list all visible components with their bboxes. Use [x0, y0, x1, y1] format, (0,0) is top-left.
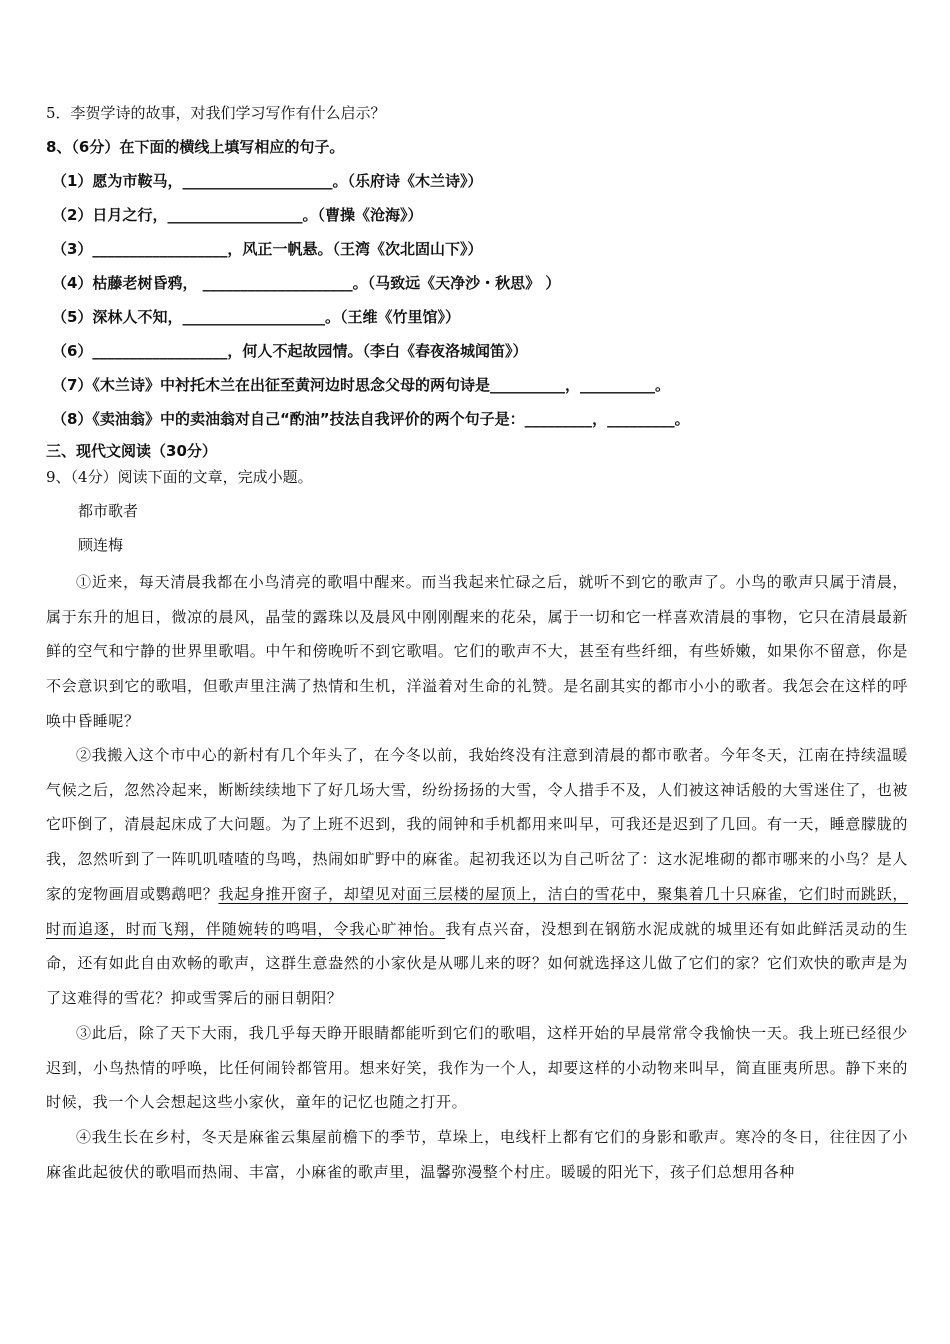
article-title: 都市歌者: [78, 502, 139, 520]
article-paragraph-3: ③此后，除了天下大雨，我几乎每天睁开眼睛都能听到它们的歌唱，这样开始的早晨常常令我愉快一天。我上班已经很少迟到，小鸟热情的呼唤，比任何闹铃都管用。想来好笑，我作为一个人，却要这样的小动物来叫早，简直匪夷所思。静下来的时候，我一个人会想起这些小家伙，童年的记忆也随之打开。: [46, 1024, 908, 1112]
question-8-item-1: （1）愿为市鞍马，____________________。（乐府诗《木兰诗》）: [52, 172, 483, 190]
question-8-item-8: （8）《卖油翁》中的卖油翁对自己“酌油”技法自我评价的两个句子是：_________，_________。: [52, 410, 690, 428]
article-paragraph-2: [46, 738, 908, 1016]
section-3-title: 三、现代文阅读（30分）: [46, 442, 217, 460]
question-8-item-3: （3）__________________，风正一帆悬。（王湾《次北固山下》）: [52, 240, 483, 258]
question-5: 5．李贺学诗的故事，对我们学习写作有什么启示？: [46, 104, 386, 122]
article-paragraph-4: ④我生长在乡村，冬天是麻雀云集屋前檐下的季节，草垛上，电线杆上都有它们的身影和歌声。寒冷的冬日，往往因了小麻雀此起彼伏的歌唱而热闹、丰富，小麻雀的歌声里，温馨弥漫整个村庄。暖暖的阳光下，孩子们总想用各种: [46, 1128, 908, 1181]
question-8-item-2: （2）日月之行，__________________。（曹操《沧海》）: [52, 206, 423, 224]
paragraph-2-underlined-sentence: 我起身推开窗子，却望见对面三层楼的屋顶上，洁白的雪花中，聚集着几十只麻雀，它们时而跳跃，时而追逐，时而飞翔，伴随婉转的鸣唱，令我心旷神怡。: [46, 884, 908, 938]
question-9-header: 9、（4分）阅读下面的文章，完成小题。: [46, 468, 313, 486]
question-8-item-7: （7）《木兰诗》中衬托木兰在出征至黄河边时思念父母的两句诗是__________，__________。: [52, 376, 670, 394]
question-8-item-6: （6）__________________，何人不起故园情。（李白《春夜洛城闻笛》）: [52, 342, 528, 360]
paragraph-2-text-before: ②我搬入这个市中心的新村有几个年头了，在今冬以前，我始终没有注意到清晨的都市歌者。今年冬天，江南在持续温暖气候之后，忽然冷起来，断断续续地下了好几场大雪，纷纷扬扬的大雪，令人措手不及，人们被这神话般的大雪迷住了，也被它吓倒了，清晨起床成了大问题。为了上班不迟到，我的闹钟和手机都用来叫早，可我还是迟到了几回。有一天，睡意朦胧的我，忽然听到了一阵叽叽喳喳的鸟鸣，热闹如旷野中的麻雀。起初我还以为自己听岔了：这水泥堆砌的都市哪来的小鸟？是人家的宠物画眉或鹦鹉吧？: [46, 746, 908, 903]
question-8-item-4: （4）枯藤老树昏鸦， ____________________。（马致远《天净沙・秋思》 ）: [52, 274, 561, 292]
article-paragraph-1: ①近来，每天清晨我都在小鸟清亮的歌唱中醒来。而当我起来忙碌之后，就听不到它的歌声了。小鸟的歌声只属于清晨，属于东升的旭日，微凉的晨风，晶莹的露珠以及晨风中刚刚醒来的花朵，属于一切和它一样喜欢清晨的事物，它只在清晨最新鲜的空气和宁静的世界里歌唱。中午和傍晚听不到它歌唱。它们的歌声不大，甚至有些纤细，有些娇嫩，如果你不留意，你是不会意识到它的歌唱，但歌声里注满了热情和生机，洋溢着对生命的礼赞。是名副其实的都市小小的歌者。我怎会在这样的呼唤中昏睡呢？: [46, 573, 908, 730]
article-author: 顾连梅: [78, 536, 124, 554]
question-8-header: 8、（6分）在下面的横线上填写相应的句子。: [46, 138, 345, 156]
paragraph-2-text-after: 我有点兴奋，没想到在钢筋水泥成就的城里还有如此鲜活灵动的生命，还有如此自由欢畅的歌声，这群生意盎然的小家伙是从哪儿来的呀？如何就选择这儿做了它们的家？它们欢快的歌声是为了这难得的雪花？抑或雪霁后的丽日朝阳？: [46, 919, 908, 1007]
question-8-item-5: （5）深林人不知，___________________。（王维《竹里馆》）: [52, 308, 460, 326]
